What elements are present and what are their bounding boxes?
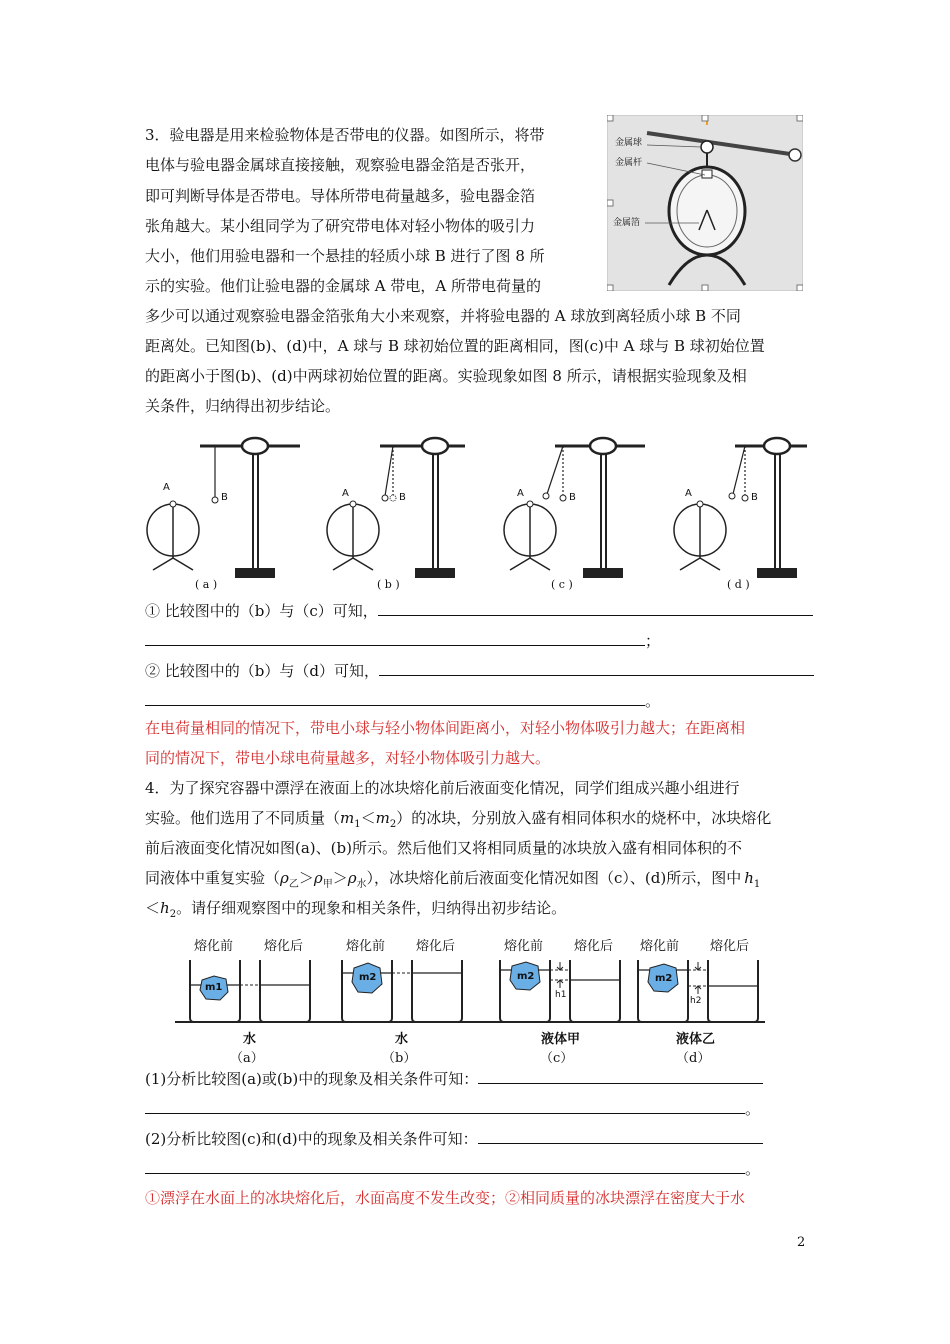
q4-blank-2 bbox=[145, 1128, 763, 1149]
q3-blank-1-field-a[interactable] bbox=[378, 600, 813, 616]
h1-label: h1 bbox=[555, 990, 567, 1000]
q4-line-1: 4．为了探究容器中漂浮在液面上的冰块熔化前后液面变化情况，同学们组成兴趣小组进行 bbox=[145, 779, 740, 797]
q4-lt: ＜ bbox=[360, 809, 376, 827]
q3-blank-1-field-b[interactable] bbox=[145, 630, 645, 646]
q4-gt-1: ＞ bbox=[298, 869, 314, 887]
stand-c-label-B: B bbox=[569, 492, 576, 503]
q3-line-3: 即可判断导体是否带电。导体所带电荷量越多，验电器金箔 bbox=[145, 187, 536, 205]
stand-caption-b: ( b ) bbox=[377, 578, 400, 591]
stand-caption-d: ( d ) bbox=[727, 578, 750, 591]
label-metal-ball: 金属球 bbox=[615, 138, 643, 148]
ice-label-b: m2 bbox=[359, 972, 377, 983]
beaker-d-after: 熔化后 bbox=[710, 939, 750, 954]
q4-line-3: 前后液面变化情况如图(a)、(b)所示。然后他们又将相同质量的冰块放入盛有相同体积的不 bbox=[145, 839, 742, 857]
beaker-c-before: 熔化前 bbox=[504, 939, 544, 954]
label-metal-rod: 金属杆 bbox=[615, 158, 643, 168]
q4-m1-sub: 1 bbox=[354, 819, 361, 830]
q4-blank-1-cont bbox=[145, 1098, 760, 1119]
q3-blank-2-end: 。 bbox=[645, 692, 661, 710]
q4-m2-sub: 2 bbox=[389, 819, 397, 830]
q4-line-5a: ＜ bbox=[145, 899, 161, 917]
q3-line-7: 多少可以通过观察验电器金箔张角大小来观察，并将验电器的 A 球放到离轻质小球 B 不同 bbox=[145, 307, 741, 325]
stand-a-label-B: B bbox=[221, 492, 228, 503]
q4-blank-2-end: 。 bbox=[745, 1160, 761, 1178]
q3-line-10: 关条件，归纳得出初步结论。 bbox=[145, 397, 341, 415]
stand-c bbox=[504, 438, 645, 578]
q4-line-4b: ），冰块熔化前后液面变化情况如图（c）、(d)所示，图中 bbox=[366, 869, 742, 887]
q4-rho-2: ρ bbox=[313, 869, 323, 887]
liquid-b: 水 bbox=[395, 1032, 409, 1047]
stand-d bbox=[674, 438, 807, 578]
stand-b-label-A: A bbox=[342, 488, 349, 499]
q4-h2-sub: 2 bbox=[169, 909, 177, 920]
q3-blank-2-prefix: ② 比较图中的（b）与（d）可知， bbox=[145, 662, 379, 680]
q4-h-2: h bbox=[160, 899, 170, 917]
q4-line-5 bbox=[145, 898, 566, 925]
q4-h1-sub: 1 bbox=[753, 879, 761, 890]
q3-answer-line-2: 同的情况下，带电小球电荷量越多，对轻小物体吸引力越大。 bbox=[145, 749, 551, 767]
q3-line-4: 张角越大。某小组同学为了研究带电体对轻小物体的吸引力 bbox=[145, 217, 536, 235]
q4-line-4 bbox=[145, 868, 760, 895]
stand-d-label-B: B bbox=[751, 492, 758, 503]
liquid-c: 液体甲 bbox=[541, 1032, 581, 1047]
beaker-d-before: 熔化前 bbox=[640, 939, 680, 954]
q4-rho-jia: 甲 bbox=[322, 879, 333, 890]
q3-line-5: 大小，他们用验电器和一个悬挂的轻质小球 B 进行了图 8 所 bbox=[145, 247, 545, 265]
beaker-a-before: 熔化前 bbox=[194, 939, 234, 954]
q3-blank-1-end: ； bbox=[645, 632, 661, 650]
q3-line-8: 距离处。已知图(b)、(d)中，A 球与 B 球初始位置的距离相同，图(c)中 A 球与 B 球初始位置 bbox=[145, 337, 765, 355]
q3-answer-line-1: 在电荷量相同的情况下，带电小球与轻小物体间距离小，对轻小物体吸引力越大；在距离相 bbox=[145, 719, 746, 737]
beaker-b-before: 熔化前 bbox=[346, 939, 386, 954]
stand-figures bbox=[145, 430, 810, 595]
beaker-caption-d: （d） bbox=[676, 1051, 711, 1066]
q3-blank-2-field-b[interactable] bbox=[145, 690, 645, 706]
beaker-c-after: 熔化后 bbox=[574, 939, 614, 954]
q4-line-2a: 实验。他们选用了不同质量（ bbox=[145, 809, 341, 827]
stand-a-label-A: A bbox=[163, 482, 170, 493]
beaker-figures bbox=[170, 930, 770, 1070]
q4-blank-1-field-b[interactable] bbox=[145, 1098, 745, 1114]
label-metal-foil: 金属箔 bbox=[613, 218, 641, 228]
q4-blank-1 bbox=[145, 1068, 763, 1089]
q3-blank-2 bbox=[145, 660, 814, 681]
q4-blank-1-end: 。 bbox=[745, 1100, 761, 1118]
stand-b bbox=[327, 438, 465, 578]
beaker-a-after: 熔化后 bbox=[264, 939, 304, 954]
q4-line-4a: 同液体中重复实验（ bbox=[145, 869, 281, 887]
liquid-d: 液体乙 bbox=[676, 1032, 716, 1047]
q4-rho-shui: 水 bbox=[356, 879, 367, 890]
beaker-caption-b: （b） bbox=[382, 1051, 417, 1066]
q4-rho-1: ρ bbox=[280, 869, 289, 887]
q3-blank-1-prefix: ① 比较图中的（b）与（c）可知， bbox=[145, 602, 378, 620]
beaker-caption-c: （c） bbox=[540, 1051, 574, 1066]
q4-blank-1-field-a[interactable] bbox=[478, 1068, 763, 1084]
stand-a bbox=[147, 438, 300, 578]
q4-blank-2-prefix: (2)分析比较图(c)和(d)中的现象及相关条件可知： bbox=[145, 1130, 478, 1148]
q4-blank-2-cont bbox=[145, 1158, 760, 1179]
q3-blank-1-cont bbox=[145, 630, 660, 651]
q3-line-2: 电体与验电器金属球直接接触，观察验电器金箔是否张开， bbox=[145, 156, 536, 174]
ice-label-c: m2 bbox=[517, 971, 535, 982]
q4-blank-2-field-b[interactable] bbox=[145, 1158, 745, 1174]
stand-caption-c: ( c ) bbox=[551, 578, 573, 591]
q4-answer-line: ①漂浮在水面上的冰块熔化后，水面高度不发生改变；②相同质量的冰块漂浮在密度大于水 bbox=[145, 1189, 746, 1207]
q3-blank-2-field-a[interactable] bbox=[379, 660, 814, 676]
liquid-a: 水 bbox=[243, 1032, 257, 1047]
ice-label-a: m1 bbox=[205, 982, 223, 993]
q3-blank-1 bbox=[145, 600, 813, 621]
stand-c-label-A: A bbox=[517, 488, 524, 499]
q4-m1: m bbox=[340, 809, 355, 827]
q3-line-1: 3．验电器是用来检验物体是否带电的仪器。如图所示，将带 bbox=[145, 126, 545, 144]
q3-line-6: 示的实验。他们让验电器的金属球 A 带电，A 所带电荷量的 bbox=[145, 277, 541, 295]
q4-rho-yi: 乙 bbox=[288, 879, 299, 890]
stand-b-label-B: B bbox=[399, 492, 406, 503]
q4-gt-2: ＞ bbox=[332, 869, 348, 887]
stand-d-label-A: A bbox=[685, 488, 692, 499]
q4-line-2 bbox=[145, 808, 771, 835]
electroscope-figure bbox=[607, 115, 803, 291]
page-number: 2 bbox=[797, 1235, 806, 1250]
q4-h-1: h bbox=[744, 869, 754, 887]
q4-line-5b: 。请仔细观察图中的现象和相关条件，归纳得出初步结论。 bbox=[176, 899, 567, 917]
q4-rho-3: ρ bbox=[347, 869, 357, 887]
q3-blank-2-cont bbox=[145, 690, 660, 711]
h2-label: h2 bbox=[690, 996, 702, 1006]
q4-line-2b: ）的冰块，分别放入盛有相同体积水的烧杯中，冰块熔化 bbox=[396, 809, 772, 827]
q4-m2: m bbox=[375, 809, 390, 827]
q4-blank-1-prefix: (1)分析比较图(a)或(b)中的现象及相关条件可知： bbox=[145, 1070, 479, 1088]
beaker-b-after: 熔化后 bbox=[416, 939, 456, 954]
q3-line-9: 的距离小于图(b)、(d)中两球初始位置的距离。实验现象如图 8 所示，请根据实验现象及相 bbox=[145, 367, 747, 385]
ice-label-d: m2 bbox=[655, 973, 673, 984]
q4-blank-2-field-a[interactable] bbox=[478, 1128, 763, 1144]
stand-caption-a: ( a ) bbox=[195, 578, 218, 591]
beaker-caption-a: （a） bbox=[230, 1051, 264, 1066]
